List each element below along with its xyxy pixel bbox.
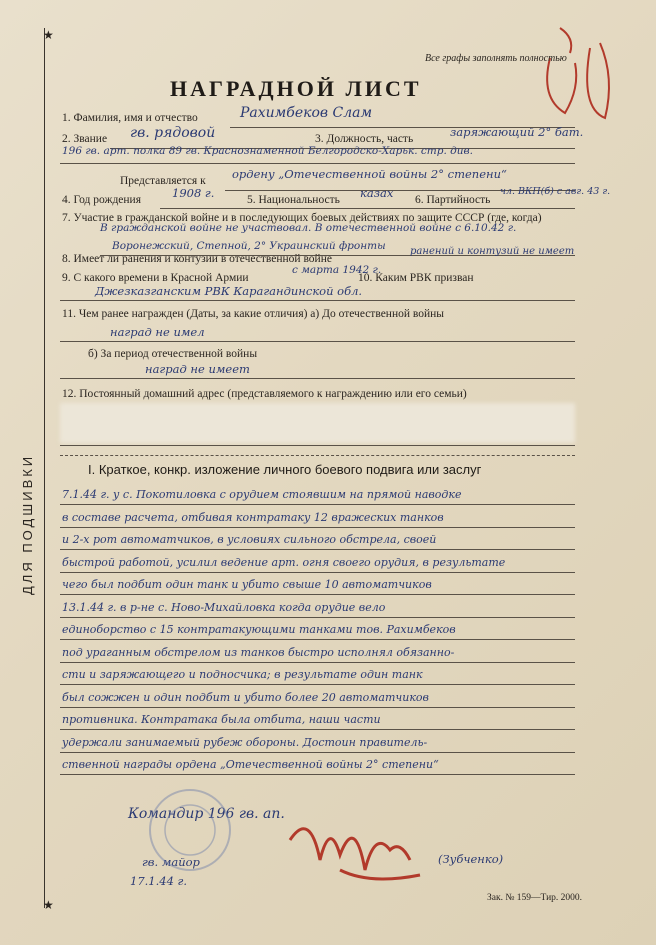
ruled-line (60, 684, 575, 685)
field-4-value: 1908 г. (172, 186, 215, 200)
field-10-value: Джезказганским РВК Карагандинской обл. (95, 284, 363, 298)
ruled-line (60, 662, 575, 663)
field-4-label: 4. Год рождения (62, 194, 141, 206)
field-7-label: 7. Участие в гражданской войне и в последующих боевых действиях по защите СССР (где, когда) (62, 212, 542, 224)
field-8-label: 8. Имеет ли ранения и контузии в отечественной войне (62, 253, 332, 265)
signature-rank: гв. майор (142, 855, 200, 869)
field-11-label: 11. Чем ранее награжден (Даты, за какие отличия) а) До отечественной войны (62, 308, 445, 320)
binding-line (44, 28, 45, 908)
signature-date: 17.1.44 г. (130, 874, 188, 888)
field-7-value: В гражданской войне не участвовал. В отечественной войне с 6.10.42 г. (100, 222, 517, 234)
red-signature (280, 800, 440, 900)
narrative-line: сти и заряжающего и подносчика; в результате один танк (62, 668, 423, 681)
ruled-line (60, 617, 575, 618)
side-label: ДЛЯ ПОДШИВКИ (20, 453, 35, 595)
field-3-value-cont: 196 гв. арт. полка 89 гв. Краснознаменной Белгородско-Харьк. стр. див. (62, 145, 473, 157)
narrative-line: и 2-х рот автоматчиков, в условиях сильного обстрела, своей (62, 533, 437, 546)
ruled-line (60, 504, 575, 505)
stamp-seal (145, 785, 235, 875)
star-icon-bottom: ★ (43, 898, 54, 912)
narrative-line: ственной награды ордена „Отечественной войны 2° степени“ (62, 758, 439, 771)
field-11b-label: б) За период отечественной войны (88, 348, 258, 360)
field-2-value: гв. рядовой (130, 125, 216, 141)
field-12-label: 12. Постоянный домашний адрес (представляемого к награждению или его семьи) (62, 388, 467, 400)
narrative-line: быстрой работой, усилил ведение арт. огня своего орудия, в результате (62, 555, 506, 569)
field-1-value: Рахимбеков Слам (240, 105, 373, 121)
narrative-line: 7.1.44 г. у с. Покотиловка с орудием стоявшим на прямой наводке (62, 488, 462, 501)
field-8-value: ранений и контузий не имеет (410, 246, 575, 257)
field-3-label: 3. Должность, часть (315, 133, 414, 145)
ruled-line (60, 549, 575, 550)
field-11b-value: наград не имеет (145, 362, 250, 376)
present-label: Представляется к (120, 175, 206, 187)
narrative-line: под ураганным обстрелом из танков быстро исполнял обязанно- (62, 645, 455, 659)
ruled-line (60, 729, 575, 730)
field-5-label: 5. Национальность (247, 194, 340, 206)
narrative-line: единоборство с 15 контратакующими танками тов. Рахимбеков (62, 623, 456, 636)
ruled-line (60, 752, 575, 753)
narrative-line: был сожжен и один подбит и убито более 20 автоматчиков (62, 690, 429, 704)
field-9-value: с марта 1942 г. (292, 264, 382, 276)
star-icon: ★ (43, 28, 54, 42)
signature-name: (Зубченко) (438, 852, 504, 866)
present-value: ордену „Отечественной войны 2° степени“ (232, 167, 507, 181)
field-10-label: 10. Каким РВК призван (358, 272, 474, 284)
field-9-label: 9. С какого времени в Красной Армии (62, 272, 249, 284)
red-pencil-mark (520, 18, 630, 138)
narrative-line: в составе расчета, отбивая контратаку 12 вражеских танков (62, 510, 444, 524)
fill-note: Все графы заполнять полностью (425, 53, 567, 64)
field-2-label: 2. Звание (62, 133, 108, 145)
ruled-line (60, 707, 575, 708)
ruled-line (60, 527, 575, 528)
signature-commander: Командир 196 гв. ап. (128, 806, 285, 822)
narrative-line: удержали занимаемый рубеж обороны. Достоин правитель- (62, 735, 428, 749)
redacted-address (60, 403, 575, 443)
field-1-label: 1. Фамилия, имя и отчество (62, 112, 198, 124)
narrative-line: противника. Контратака была отбита, наши части (62, 713, 381, 726)
ruled-line (60, 774, 575, 775)
field-3-value: заряжающий 2° бат. (450, 125, 584, 139)
ruled-line (60, 639, 575, 640)
ruled-line (60, 594, 575, 595)
section-1-heading: I. Краткое, конкр. изложение личного боевого подвига или заслуг (88, 462, 482, 477)
field-6-label: 6. Партийность (415, 194, 491, 206)
field-7-value-2: Воронежский, Степной, 2° Украинский фронты (112, 240, 386, 252)
narrative-line: чего был подбит один танк и убито свыше 10 автоматчиков (62, 578, 432, 591)
field-11a-value: наград не имел (110, 325, 205, 339)
page-title: НАГРАДНОЙ ЛИСТ (170, 76, 422, 101)
ruled-line (60, 572, 575, 573)
print-info: Зак. № 159—Тир. 2000. (487, 893, 583, 903)
field-5-value: казах (360, 186, 394, 200)
field-6-value: чл. ВКП(б) с авг. 43 г. (500, 186, 611, 197)
narrative-line: 13.1.44 г. в р-не с. Ново-Михайловка когда орудие вело (62, 600, 386, 614)
